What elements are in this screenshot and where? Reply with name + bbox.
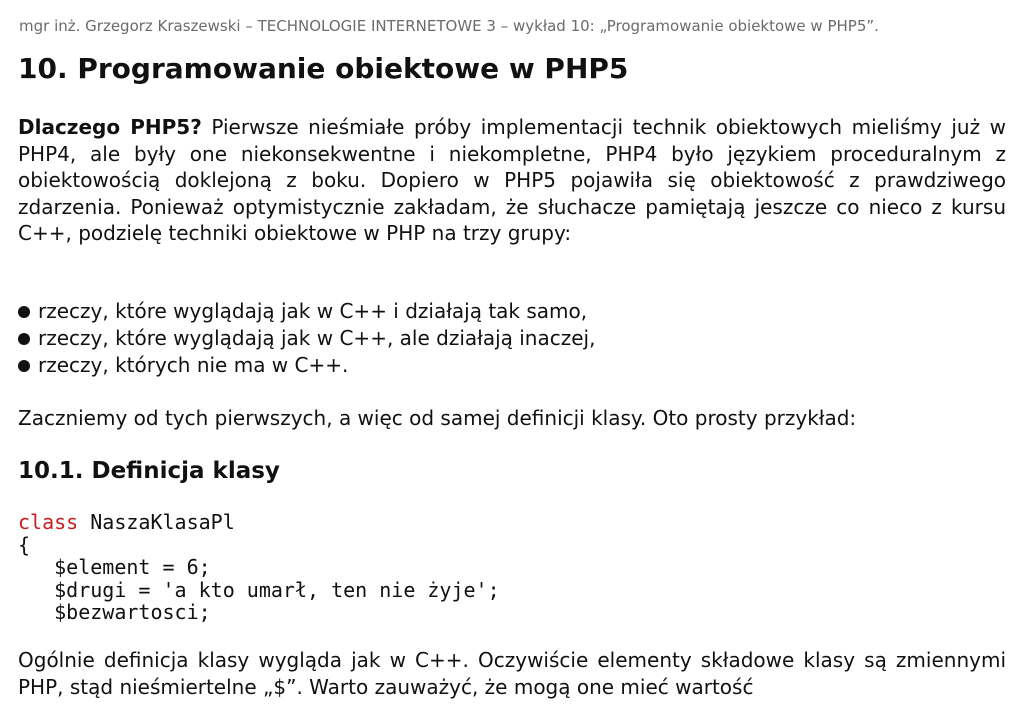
- code-line: {: [18, 532, 31, 557]
- code-line: $drugi = 'a kto umarł, ten nie żyje';: [18, 577, 500, 602]
- list-item: rzeczy, których nie ma w C++.: [18, 352, 595, 379]
- intro-text: Pierwsze nieśmiałe próby implementacji technik obiektowych mieliśmy już w PHP4, ale były one niekonsekwentne i niekompletne, PHP4 było językiem proceduralnym z obiektowością doklejoną z boku. Dopiero w PHP5 pojawiła się obiektowość z prawdziwego zdarzenia. Ponieważ optymistycznie zakładam, że słuchacze pamiętają jeszcze co nieco z kursu C++, podzielę techniki obiektowe w PHP na trzy grupy:: [18, 115, 1006, 245]
- section-title: 10.1. Definicja klasy: [18, 458, 280, 484]
- intro-paragraph: [18, 114, 1006, 247]
- bullet-icon: [18, 360, 30, 372]
- list-item: rzeczy, które wyglądają jak w C++ i działają tak samo,: [18, 298, 595, 325]
- bullet-icon: [18, 333, 30, 345]
- page-header: mgr inż. Grzegorz Kraszewski – TECHNOLOGIE INTERNETOWE 3 – wykład 10: „Programowanie obiektowe w PHP5”.: [19, 17, 879, 35]
- bullet-icon: [18, 306, 30, 318]
- page-title: 10. Programowanie obiektowe w PHP5: [18, 52, 629, 85]
- code-block: [18, 511, 500, 624]
- intro-lead: Dlaczego PHP5?: [18, 115, 202, 139]
- closing-paragraph: Ogólnie definicja klasy wygląda jak w C++. Oczywiście elementy składowe klasy są zmiennymi PHP, stąd nieśmiertelne „$”. Warto zauważyć, że mogą one mieć wartość: [18, 648, 1006, 699]
- transition-paragraph: Zaczniemy od tych pierwszych, a więc od samej definicji klasy. Oto prosty przykład:: [18, 406, 857, 430]
- list-item: rzeczy, które wyglądają jak w C++, ale działają inaczej,: [18, 325, 595, 352]
- code-class-name: NaszaKlasaPl: [78, 510, 235, 534]
- bullet-list: [18, 298, 595, 379]
- code-keyword: class: [18, 510, 79, 534]
- code-line: $element = 6;: [18, 555, 211, 579]
- code-line: $bezwartosci;: [18, 600, 211, 624]
